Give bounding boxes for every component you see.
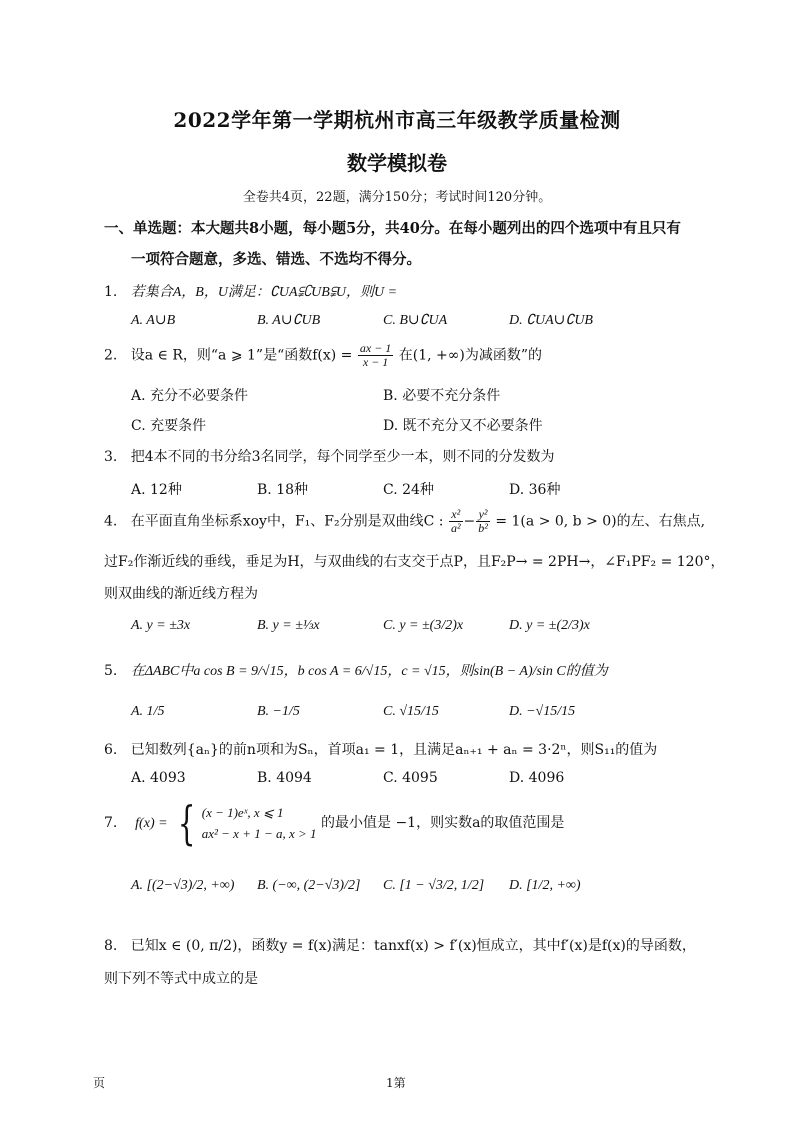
option-d: D. 既不充分又不必要条件 bbox=[383, 418, 543, 434]
exam-note: 全卷共4页，22题，满分150分；考试时间120分钟。 bbox=[242, 190, 552, 205]
question-stem-end: = 1(a > 0, b > 0)的左、右焦点, bbox=[495, 513, 706, 530]
question-stem: 已知数列{aₙ}的前n项和为Sₙ，首项a₁ = 1，且满足aₙ₊₁ + aₙ = 3·2ⁿ，则S₁₁的值为 bbox=[130, 742, 658, 758]
section-heading: 一、单选题：本大题共8小题，每小题5分，共40分。在每小题列出的四个选项中有且只有 bbox=[104, 220, 681, 237]
question-number: 4. bbox=[104, 513, 118, 530]
option-b: B. 18种 bbox=[257, 482, 309, 498]
option-d: D. 4096 bbox=[509, 770, 565, 786]
option-c: C. 24种 bbox=[383, 482, 434, 498]
question-2 bbox=[104, 342, 542, 369]
question-number: 6. bbox=[104, 742, 118, 758]
option-d: D. −√15/15 bbox=[509, 704, 576, 719]
question-4-line2: 过F₂作渐近线的垂线，垂足为H，与双曲线的右支交于点P，且F₂P→ = 2PH→，∠F₁PF₂ = 120°， bbox=[104, 554, 725, 570]
question-number: 1. bbox=[104, 284, 118, 300]
question-5 bbox=[104, 660, 608, 680]
option-c: C. B∪∁UA bbox=[383, 313, 448, 328]
question-stem: 设a ∈ R，则“a ⩾ 1”是“函数f(x) = bbox=[130, 347, 353, 364]
question-stem-end: 在(1, +∞)为减函数”的 bbox=[398, 347, 543, 364]
question-number: 2. bbox=[104, 347, 118, 364]
option-a: A. [(2−√3)/2, +∞) bbox=[131, 878, 235, 893]
question-number: 5. bbox=[104, 663, 118, 679]
case-2: ax² − x + 1 − a, x > 1 bbox=[201, 826, 317, 841]
question-stem: 在平面直角坐标系xoy中，F₁、F₂分别是双曲线C : bbox=[130, 513, 444, 530]
option-a: A. 充分不必要条件 bbox=[131, 388, 249, 404]
option-d: D. ∁UA∪∁UB bbox=[509, 313, 593, 328]
question-4-line3: 则双曲线的渐近线方程为 bbox=[104, 586, 258, 602]
question-1 bbox=[104, 281, 397, 301]
question-stem: 把4本不同的书分给3名同学，每个同学至少一本，则不同的分发数为 bbox=[130, 449, 555, 465]
question-stem: 若集合A，B，U满足：∁UA⫋∁UB⫋U，则U = bbox=[130, 285, 398, 300]
section-heading-cont: 一项符合题意，多选、错选、不选均不得分。 bbox=[131, 251, 421, 268]
page-title: 2022学年第一学期杭州市高三年级教学质量检测 bbox=[173, 108, 621, 132]
option-c: C. √15/15 bbox=[383, 704, 439, 719]
question-stem: 在ΔABC中a cos B = 9/√15，b cos A = 6/√15，c = √15，则sin(B − A)/sin C的值为 bbox=[130, 664, 608, 679]
option-b: B. 4094 bbox=[257, 770, 312, 786]
question-stem: 已知x ∈ (0, π/2)，函数y = f(x)满足：tanxf(x) > f′(x)恒成立，其中f′(x)是f(x)的导函数， bbox=[130, 938, 696, 954]
question-number: 7. bbox=[104, 815, 118, 831]
option-b: B. (−∞, (2−√3)/2] bbox=[257, 878, 361, 893]
option-a: A. y = ±3x bbox=[131, 618, 191, 633]
option-d: D. [1/2, +∞) bbox=[509, 878, 581, 893]
option-c: C. 充要条件 bbox=[131, 418, 207, 434]
option-a: A. 12种 bbox=[131, 482, 182, 498]
option-d: D. 36种 bbox=[509, 482, 561, 498]
option-a: A. A∪B bbox=[131, 313, 176, 328]
fraction: $\frac{ax - 1}{x - 1}$ bbox=[359, 341, 392, 369]
question-7 bbox=[104, 796, 565, 850]
page-number: 1第 bbox=[386, 1076, 406, 1090]
question-number: 8. bbox=[104, 938, 118, 954]
option-c: C. 4095 bbox=[383, 770, 438, 786]
page-subtitle: 数学模拟卷 bbox=[347, 151, 447, 175]
question-8 bbox=[104, 935, 696, 955]
option-c: C. y = ±(3/2)x bbox=[383, 618, 464, 633]
fraction-y: $\frac{\text{y²}}{\text{b²}}$ bbox=[478, 507, 488, 535]
piecewise-cases bbox=[202, 802, 317, 844]
option-d: D. y = ±(2/3)x bbox=[509, 618, 590, 633]
fraction-x: $\frac{\text{x²}}{\text{a²}}$ bbox=[450, 507, 461, 535]
option-c: C. [1 − √3/2, 1/2] bbox=[383, 878, 485, 893]
question-3 bbox=[104, 446, 555, 466]
footer-left: 页 bbox=[93, 1076, 106, 1090]
question-8-line2: 则下列不等式中成立的是 bbox=[104, 971, 258, 987]
question-6 bbox=[104, 739, 657, 759]
option-b: B. y = ±⅓x bbox=[257, 618, 320, 633]
option-a: A. 1/5 bbox=[131, 704, 165, 719]
option-a: A. 4093 bbox=[131, 770, 186, 786]
option-b: B. 必要不充分条件 bbox=[383, 388, 501, 404]
question-stem-end: 的最小值是 −1，则实数a的取值范围是 bbox=[321, 815, 565, 831]
option-b: B. A∪∁UB bbox=[257, 313, 321, 328]
brace: { bbox=[177, 796, 196, 850]
option-b: B. −1/5 bbox=[257, 704, 300, 719]
question-number: 3. bbox=[104, 449, 118, 465]
question-4: 4. 在平面直角坐标系xoy中，F₁、F₂分别是双曲线C : $\frac{\text{x²}}{\text{a²}}$ − $\frac{\text{y²}}{\text{b²}}$ = 1(a > 0, b > 0)的左、右焦点, bbox=[104, 507, 706, 535]
case-1: (x − 1)eˣ, x ⩽ 1 bbox=[201, 805, 284, 820]
function-lhs: f(x) = bbox=[135, 816, 168, 831]
